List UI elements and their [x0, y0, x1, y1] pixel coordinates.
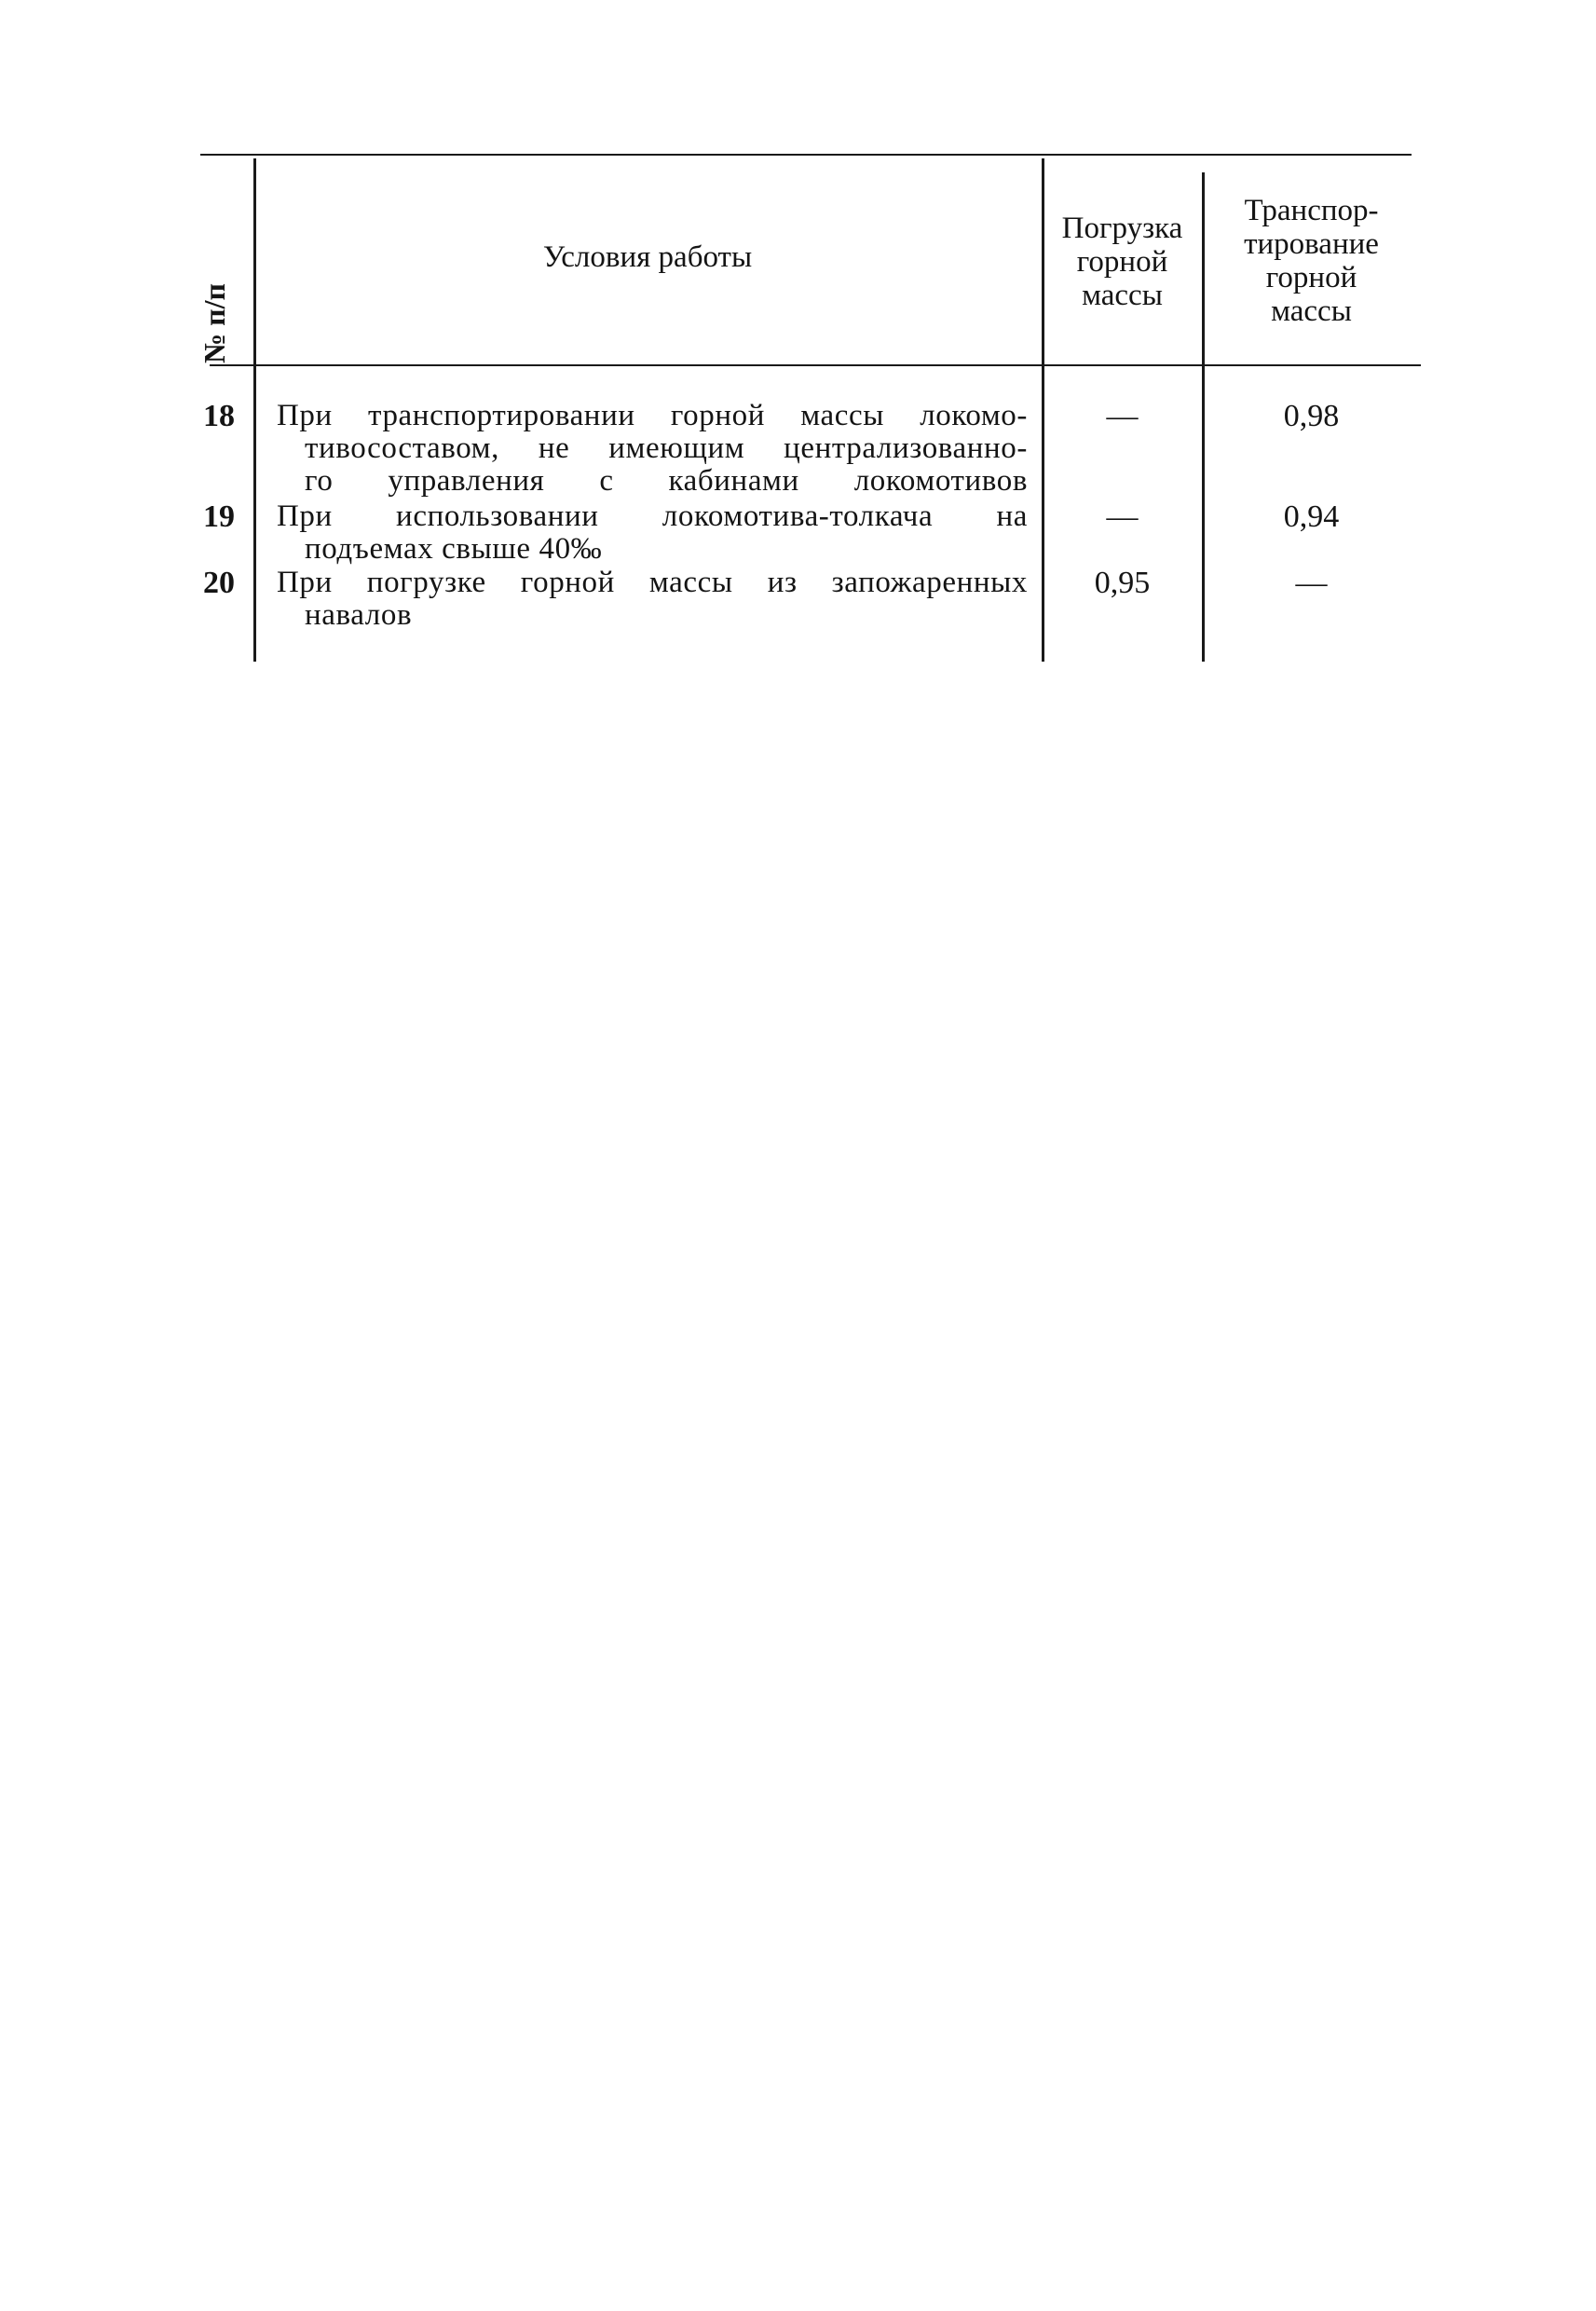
row-number: 19	[203, 499, 235, 534]
row-number: 18	[203, 399, 235, 433]
row-condition-line: го управления с кабинами локомотивов	[305, 464, 1028, 498]
header-loading	[1045, 212, 1199, 312]
header-transport-line: массы	[1271, 294, 1352, 328]
header-loading-line: массы	[1082, 279, 1163, 312]
row-transport-value: —	[1295, 566, 1328, 600]
header-transport	[1207, 194, 1416, 328]
header-loading-line: горной	[1076, 245, 1168, 279]
row-loading-value: —	[1106, 499, 1139, 534]
row-condition-line: тивосоставом, не имеющим централизованно-	[305, 431, 1028, 465]
row-transport-value: 0,94	[1283, 499, 1340, 534]
header-transport-line: горной	[1265, 261, 1357, 294]
row-condition-line: навалов	[305, 598, 413, 632]
row-condition-line: подъемах свыше 40‰	[305, 532, 603, 566]
column-divider-loading	[1202, 172, 1205, 662]
row-loading-value: 0,95	[1094, 566, 1151, 600]
row-condition-line: При использовании локомотива-толкача на	[277, 499, 1028, 533]
column-divider-conditions	[1042, 158, 1044, 662]
row-transport-value: 0,98	[1283, 399, 1340, 433]
header-conditions: Условия работы	[542, 240, 753, 274]
table-header-rule	[210, 364, 1421, 366]
row-condition-line: При транспортировании горной массы локомо-	[277, 399, 1028, 432]
header-transport-line: тирование	[1244, 227, 1379, 261]
header-transport-line: Транспор-	[1244, 194, 1379, 227]
row-number: 20	[203, 566, 235, 600]
header-loading-line: Погрузка	[1061, 212, 1183, 245]
header-num: № п/п	[198, 283, 231, 363]
row-loading-value: —	[1106, 399, 1139, 433]
row-condition-line: При погрузке горной массы из запожаренных	[277, 566, 1028, 599]
column-divider-num	[253, 158, 256, 662]
table-top-rule	[200, 154, 1412, 156]
